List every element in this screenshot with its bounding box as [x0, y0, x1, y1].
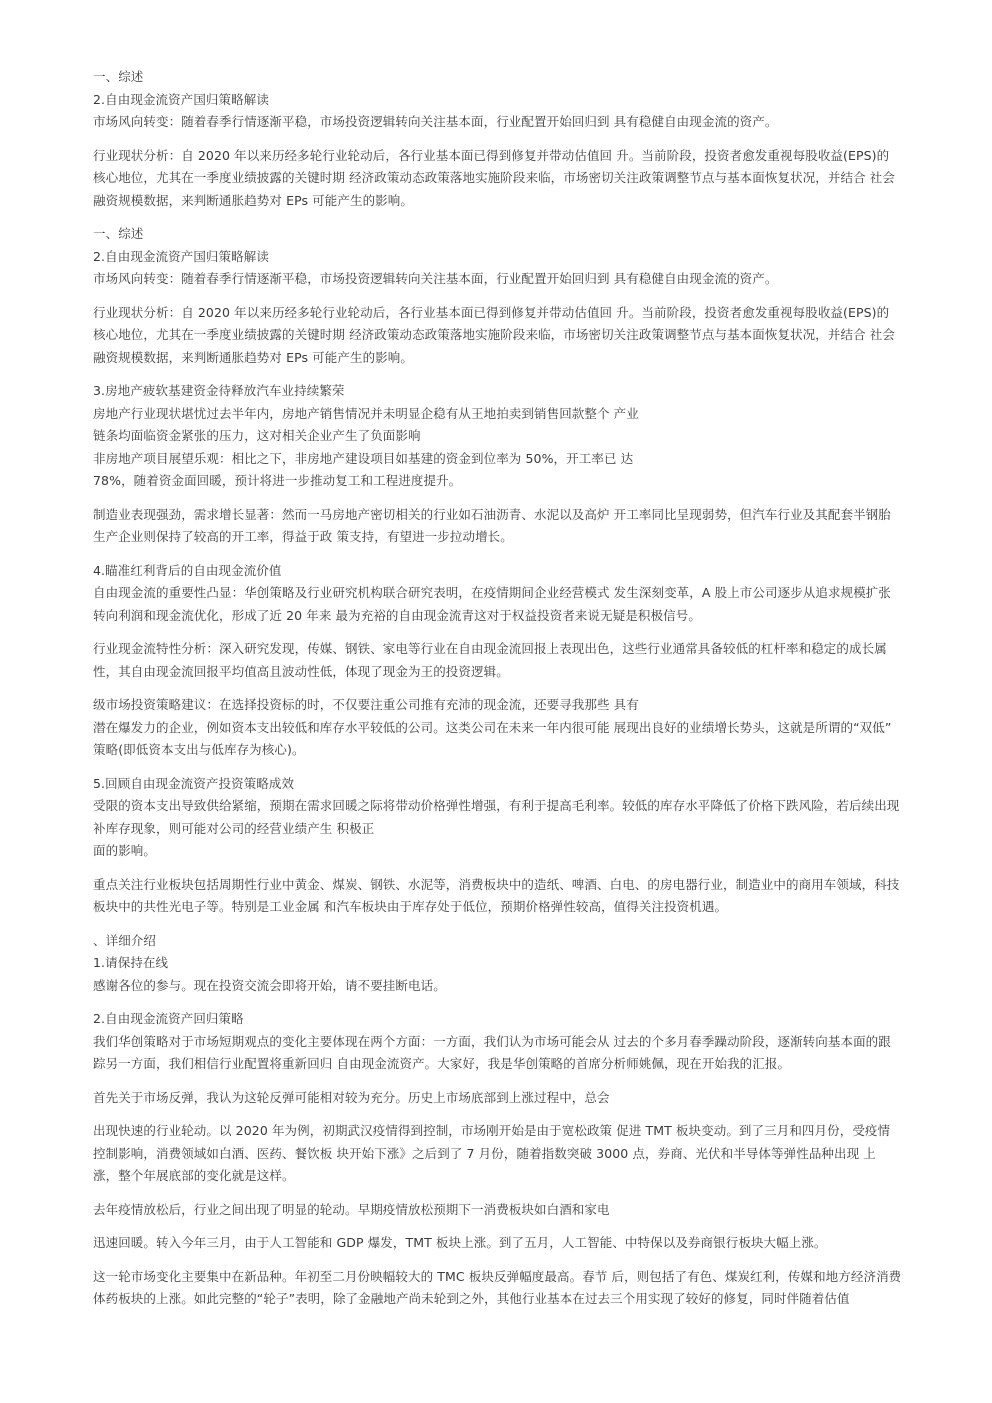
text-line: 我们华创策略对于市场短期观点的变化主要体现在两个方面：一方面，我们认为市场可能会从 过去的个多月春季躁动阶段，逐渐转向基本面的跟: [93, 1033, 891, 1049]
text-line: 行业现状分析：自 2020 年以来历经多轮行业轮动后，各行业基本面已得到修复并带动估值回 升。当前阶段，投资者愈发重视每股收益(EPS)的: [93, 147, 890, 163]
text-block: [93, 930, 942, 998]
paragraph-gap: [93, 997, 942, 1008]
text-line: 去年疫情放松后，行业之间出现了明显的轮动。早期疫情放松预期下一消费板块如白酒和家电: [93, 1201, 610, 1217]
paragraph-gap: [93, 1188, 942, 1199]
text-line: 行业现金流特性分析：深入研究发现，传媒、钢铁、家电等行业在自由现金流回报上表现出色，这些行业通常具备较低的杠杆率和稳定的成长属: [93, 641, 887, 656]
text-line: 迅速回暖。转入今年三月，由于人工智能和 GDP 爆发，TMT 板块上涨。到了五月，人工智能、中特保以及券商银行板块大幅上涨。: [93, 1235, 827, 1250]
text-line: 、详细介绍: [93, 932, 157, 948]
paragraph-gap: [93, 919, 942, 930]
text-line: 市场风向转变：随着春季行情逐渐平稳，市场投资逻辑转向关注基本面，行业配置开始回归到 具有稳健自由现金流的资产。: [93, 114, 778, 129]
text-line: 制造业表现强劲，需求增长显著：然而一马房地产密切相关的行业如石油沥青、水泥以及高炉 开工率同比呈现弱势，但汽车行业及其配套半钢胎: [93, 506, 891, 522]
text-line: 5.回顾自由现金流资产投资策略成效: [93, 775, 295, 791]
text-line: 体药板块的上涨。如此完整的“轮子”表明，除了金融地产尚未轮到之外，其他行业基本在过去三个用实现了较好的修复，同时伴随着估值: [93, 1291, 850, 1306]
paragraph-gap: [93, 369, 942, 380]
paragraph-gap: [93, 863, 942, 874]
text-line: 性，其自由现金流回报平均值高且波动性低，体现了现金为王的投资逻辑。: [93, 663, 509, 679]
text-line: 4.瞄准红利背后的自由现金流价值: [93, 562, 282, 578]
text-line: 非房地产项目展望乐观：相比之下，非房地产建设项目如基建的资金到位率为 50%，开工率已 达: [93, 450, 634, 466]
text-line: 踪另一方面，我们相信行业配置将重新回归 自由现金流资产。大家好，我是华创策略的首席分析师姚佩，现在开始我的汇报。: [93, 1056, 791, 1071]
text-line: 3.房地产疲软基建资金待释放汽车业持续繁荣: [93, 383, 345, 398]
text-line: 房地产行业现状堪忧过去半年内，房地产销售情况并未明显企稳有从王地拍卖到销售回款整个 产业: [93, 405, 639, 421]
text-line: 自由现金流的重要性凸显：华创策略及行业研究机构联合研究表明，在疫情期间企业经营模式 发生深刻变革，A 股上市公司逐步从追求规模扩张: [93, 585, 891, 600]
text-line: 面的影响。: [93, 843, 157, 858]
text-line: 板块中的共性光电子等。特别是工业金属 和汽车板块由于库存处于低位，预期价格弹性较高，值得关注投资机遇。: [93, 899, 728, 914]
paragraph-gap: [93, 1221, 942, 1232]
paragraph-gap: [93, 683, 942, 694]
text-line: 受限的资本支出导致供给紧缩，预期在需求回暖之际将带动价格弹性增强，有利于提高毛利率。较低的库存水平降低了价格下跌风险，若后续出现: [93, 798, 900, 813]
text-block: [93, 560, 942, 628]
text-line: 核心地位，尤其在一季度业绩披露的关键时期 经济政策动态政策落地实施阶段来临，市场密切关注政策调整节点与基本面恢复状况，并结合 社会: [93, 327, 895, 342]
text-block: [93, 1008, 942, 1076]
text-line: 2.自由现金流资产回归策略: [93, 1011, 244, 1026]
text-block: [93, 1266, 942, 1311]
text-block: [93, 504, 942, 549]
paragraph-gap: [93, 549, 942, 560]
text-line: 市场风向转变：随着春季行情逐渐平稳，市场投资逻辑转向关注基本面，行业配置开始回归到 具有稳健自由现金流的资产。: [93, 271, 778, 286]
text-line: 控制影响，消费领域如白酒、医药、餐饮板 块开始下涨》之后到了 7 月份，随着指数突破 3000 点，券商、光伏和半导体等弹性品种出现 上: [93, 1145, 876, 1161]
text-block: [93, 638, 942, 683]
text-block: [93, 145, 942, 213]
text-line: 级市场投资策略建议：在选择投资标的时，不仅要注重公司推有充沛的现金流，还要寻我那些 具有: [93, 697, 639, 712]
paragraph-gap: [93, 1076, 942, 1087]
text-line: 重点关注行业板块包括周期性行业中黄金、煤炭、钢铁、水泥等，消费板块中的造纸、啤酒、白电、的房电器行业，制造业中的商用车领域，科技: [93, 876, 900, 892]
text-line: 融资规模数据，来判断通胀趋势对 EPs 可能产生的影响。: [93, 192, 413, 208]
text-line: 融资规模数据，来判断通胀趋势对 EPs 可能产生的影响。: [93, 349, 413, 365]
paragraph-gap: [93, 212, 942, 223]
text-line: 涨，整个年展底部的变化就是这样。: [93, 1168, 295, 1183]
text-line: 首先关于市场反弹，我认为这轮反弹可能相对较为充分。历史上市场底部到上涨过程中，总会: [93, 1089, 610, 1105]
text-line: 潜在爆发力的企业，例如资本支出较低和库存水平较低的公司。这类公司在未来一年内很可能 展现出良好的业绩增长势头，这就是所谓的“双低”: [93, 719, 892, 735]
text-line: 2.自由现金流资产国归策略解读: [93, 91, 269, 107]
paragraph-gap: [93, 762, 942, 773]
paragraph-gap: [93, 493, 942, 504]
text-block: [93, 773, 942, 863]
text-block: [93, 1087, 942, 1110]
text-block: [93, 66, 942, 134]
paragraph-gap: [93, 134, 942, 145]
text-block: [93, 223, 942, 291]
text-line: 策略(即低资本支出与低库存为核心)。: [93, 742, 305, 757]
text-line: 78%，随着资金面回暖，预计将进一步推动复工和工程进度提升。: [93, 473, 462, 488]
text-block: [93, 1199, 942, 1222]
text-line: 2.自由现金流资产国归策略解读: [93, 248, 269, 264]
text-line: 1.请保持在线: [93, 955, 169, 970]
text-line: 感谢各位的参与。现在投资交流会即将开始，请不要挂断电话。: [93, 977, 446, 993]
text-line: 链条均面临资金紧张的压力，这对相关企业产生了负面影响: [93, 428, 421, 443]
text-block: [93, 874, 942, 919]
text-block: [93, 1232, 942, 1255]
text-block: [93, 302, 942, 370]
text-block: [93, 1120, 942, 1188]
text-line: 一、综述: [93, 69, 144, 84]
text-block: [93, 694, 942, 762]
text-line: 行业现状分析：自 2020 年以来历经多轮行业轮动后，各行业基本面已得到修复并带动估值回 升。当前阶段，投资者愈发重视每股收益(EPS)的: [93, 304, 890, 320]
paragraph-gap: [93, 1109, 942, 1120]
paragraph-gap: [93, 291, 942, 302]
text-line: 转向利润和现金流优化，形成了近 20 年来 最为充裕的自由现金流青这对于权益投资者来说无疑是积极信号。: [93, 607, 701, 623]
text-line: 核心地位，尤其在一季度业绩披露的关键时期 经济政策动态政策落地实施阶段来临，市场密切关注政策调整节点与基本面恢复状况，并结合 社会: [93, 170, 895, 185]
text-line: 补库存现象，则可能对公司的经营业绩产生 积极正: [93, 820, 375, 836]
text-line: 生产企业则保持了较高的开工率，得益于政 策支持，有望进一步拉动增长。: [93, 529, 513, 544]
paragraph-gap: [93, 1255, 942, 1266]
text-line: 一、综述: [93, 226, 144, 241]
text-block: [93, 380, 942, 493]
text-line: 出现快速的行业轮动。以 2020 年为例，初期武汉疫情得到控制，市场刚开始是由于宽松政策 促进 TMT 板块变动。到了三月和四月份，受疫情: [93, 1123, 891, 1138]
text-line: 这一轮市场变化主要集中在新品种。年初至二月份映幅较大的 TMC 板块反弹幅度最高。春节 后，则包括了有色、煤炭红利，传媒和地方经济消费: [93, 1268, 902, 1284]
paragraph-gap: [93, 627, 942, 638]
